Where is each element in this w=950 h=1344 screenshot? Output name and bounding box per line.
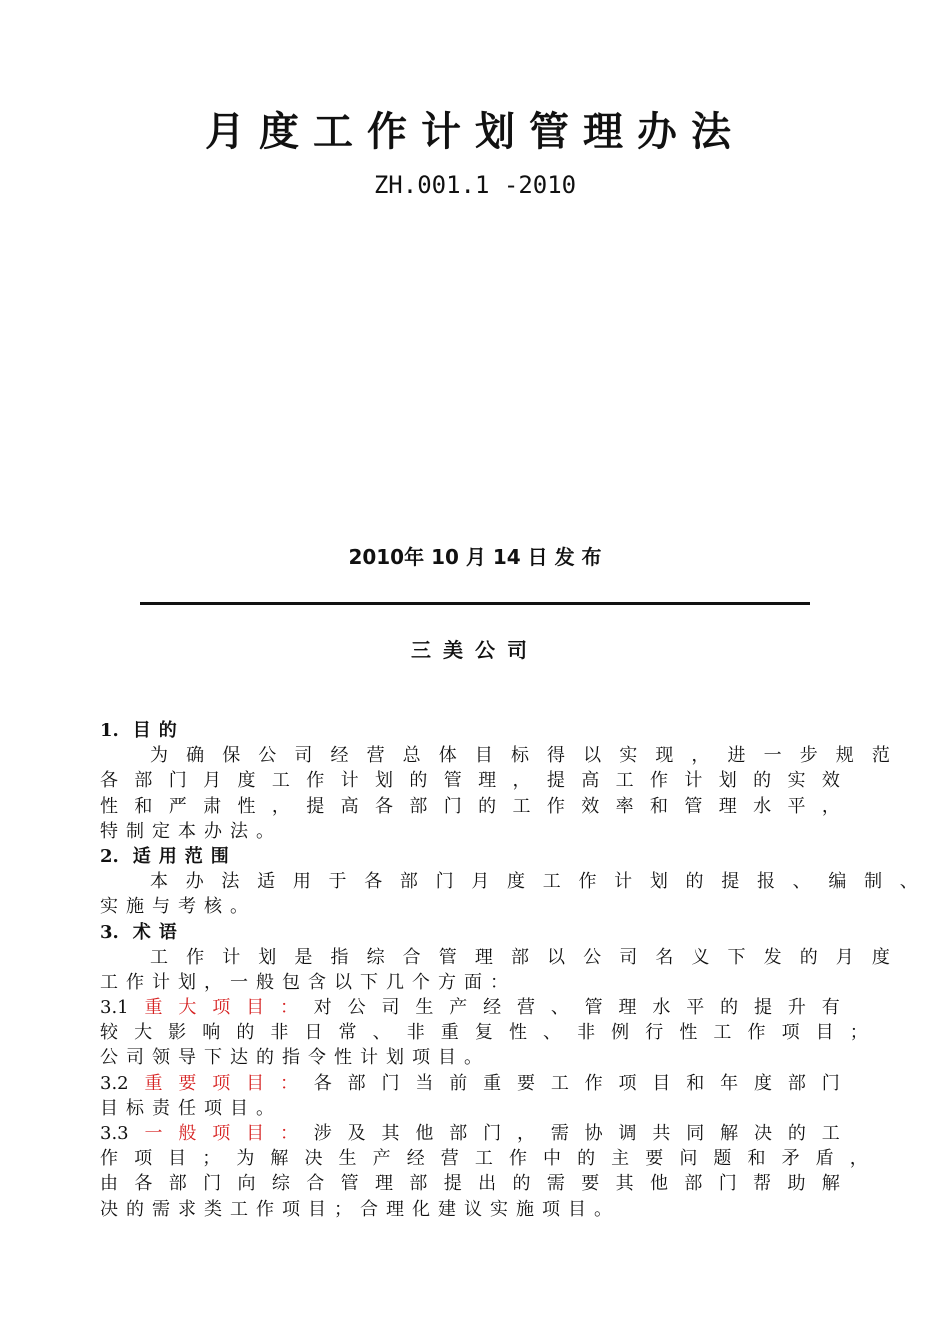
body-line: 各 部 门 月 度 工 作 计 划 的 管 理 ， 提 高 工 作 计 划 的 实 效 bbox=[100, 770, 840, 792]
document-title: 月度工作计划管理办法 bbox=[205, 109, 745, 155]
body-line: 本 办 法 适 用 于 各 部 门 月 度 工 作 计 划 的 提 报 、 编 制 、 bbox=[150, 871, 918, 893]
body-line: 决 的 需 求 类 工 作 项 目 ； 合 理 化 建 议 实 施 项 目 。 bbox=[100, 1198, 612, 1220]
company-name: 三美公司 bbox=[411, 638, 539, 662]
body-line: 目 标 责 任 项 目 。 bbox=[100, 1097, 274, 1119]
body-line: 3.3 一 般 项 目 ： 涉 及 其 他 部 门 ， 需 协 调 共 同 解 决 的 工 bbox=[100, 1123, 840, 1144]
body-line: 实 施 与 考 核 。 bbox=[100, 896, 248, 918]
document-body bbox=[100, 718, 918, 1222]
body-line: 工 作 计 划 是 指 综 合 管 理 部 以 公 司 名 义 下 发 的 月 度 bbox=[150, 946, 890, 968]
body-line: 作 项 目 ； 为 解 决 生 产 经 营 工 作 中 的 主 要 问 题 和 矛 盾 ， bbox=[100, 1148, 868, 1170]
body-line: 由 各 部 门 向 综 合 管 理 部 提 出 的 需 要 其 他 部 门 帮 助 解 bbox=[100, 1173, 840, 1195]
body-line: 性 和 严 肃 性 ， 提 高 各 部 门 的 工 作 效 率 和 管 理 水 平 ， bbox=[100, 795, 840, 817]
publish-date: 2010年 10 月 14 日 发 布 bbox=[348, 545, 602, 569]
body-line: 工 作 计 划 ， 一 般 包 含 以 下 几 个 方 面 ： bbox=[100, 971, 508, 993]
body-line: 特 制 定 本 办 法 。 bbox=[100, 820, 274, 842]
body-line: 为 确 保 公 司 经 营 总 体 目 标 得 以 实 现 ， 进 一 步 规 范 bbox=[150, 745, 890, 767]
body-line: 公 司 领 导 下 达 的 指 令 性 计 划 项 目 。 bbox=[100, 1047, 482, 1069]
section-heading: 3. 术 语 bbox=[100, 921, 177, 943]
divider-rule bbox=[140, 602, 810, 605]
body-line: 3.1 重 大 项 目 ： 对 公 司 生 产 经 营 、 管 理 水 平 的 提 升 有 bbox=[100, 997, 840, 1019]
body-line: 3.2 重 要 项 目 ： 各 部 门 当 前 重 要 工 作 项 目 和 年 度 部 门 bbox=[100, 1072, 840, 1094]
section-heading: 1. 目 的 bbox=[100, 720, 177, 741]
document-code: ZH.001.1 -2010 bbox=[373, 171, 577, 199]
section-heading: 2. 适 用 范 围 bbox=[100, 845, 229, 867]
body-line: 较 大 影 响 的 非 日 常 、 非 重 复 性 、 非 例 行 性 工 作 项 目 ； bbox=[100, 1022, 868, 1044]
